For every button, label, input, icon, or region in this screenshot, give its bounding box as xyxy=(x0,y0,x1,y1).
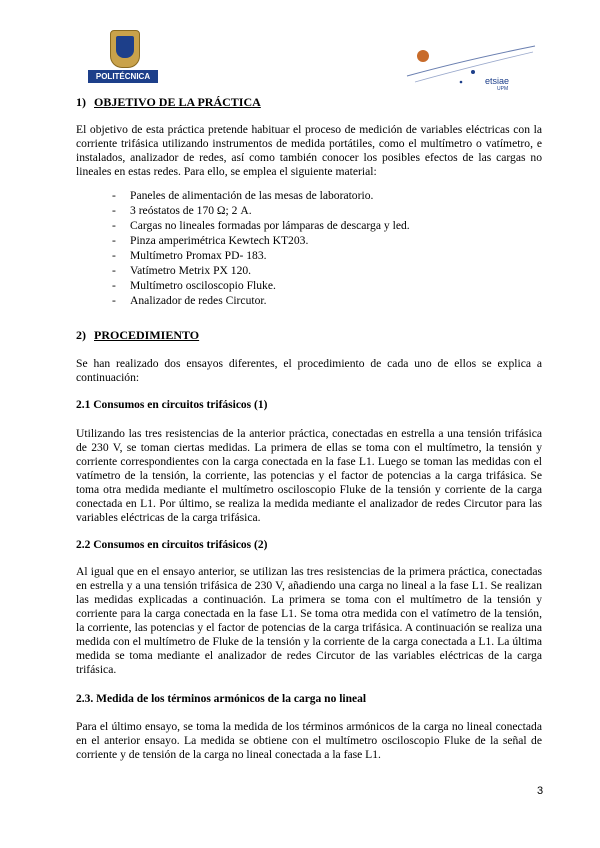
section2-title: PROCEDIMIENTO xyxy=(94,328,200,342)
etsiae-label: etsiae xyxy=(485,76,510,86)
subsection-2-2-text: Al igual que en el ensayo anterior, se utilizan las tres resistencias de la primera práctica, conectadas en estrella y a una tensión trifásica de 230 V, añadiendo una carga no lineal a la fase L1. Se realizan las medidas explicadas a continuación. La primera se toma con el multímetro de la tensión y corriente para la carga conectada en la fase L1. Se toma otra medida con el vatímetro de la tensión, la corriente, las potencias y el factor de potencias de la carga trifásica. A continuación se realiza una medida con el multímetro de Fluke de la tensión y la corriente de la carga conectada a L1. La última medida se toma mediante el analizador de redes Circutor de las variables eléctricas de la carga trifásica. xyxy=(76,565,542,676)
list-item: - 3 reóstatos de 170 Ω; 2 A. xyxy=(118,203,410,218)
etsiae-logo xyxy=(405,42,545,94)
politecnica-label: POLITÉCNICA xyxy=(88,70,158,83)
subsection-2-3-title: 2.3. Medida de los términos armónicos de la carga no lineal xyxy=(76,693,367,705)
section2-number: 2) xyxy=(76,328,86,342)
subsection-2-1-title: 2.1 Consumos en circuitos trifásicos (1) xyxy=(76,399,268,411)
list-item: - Vatímetro Metrix PX 120. xyxy=(118,263,410,278)
section2-intro: Se han realizado dos ensayos diferentes, el procedimiento de cada uno de ellos se explica a continuación: xyxy=(76,357,542,384)
subsection-2-1-text: Utilizando las tres resistencias de la anterior práctica, conectadas en estrella a una tensión trifásica de 230 V, se toman ciertas medidas. La primera de ellas se toma con el multímetro, la tensión y corriente correspondientes con la carga conectada en la fase L1. Luego se toman las medidas con el vatímetro de la tensión, la corriente, las potencias y el factor de potencias a la carga trifásica. Se toma otra medida mediante el multímetro osciloscopio Fluke de la tensión y corriente de la carga conectada en L1. Por último, se realiza la medida mediante el analizador de redes Circutor para las variables eléctricas de la carga trifásica. xyxy=(76,427,542,524)
politecnica-logo xyxy=(88,30,158,88)
list-item: - Pinza amperimétrica Kewtech KT203. xyxy=(118,233,410,248)
subsection-2-2-title: 2.2 Consumos en circuitos trifásicos (2) xyxy=(76,539,268,551)
section1-number: 1) xyxy=(76,95,86,109)
section1-heading xyxy=(76,95,261,110)
section1-title: OBJETIVO DE LA PRÁCTICA xyxy=(94,95,261,109)
list-item: - Paneles de alimentación de las mesas de laboratorio. xyxy=(118,188,410,203)
list-item: - Cargas no lineales formadas por lámparas de descarga y led. xyxy=(118,218,410,233)
etsiae-sub-label: UPM xyxy=(497,86,509,92)
page-number: 3 xyxy=(537,785,544,797)
list-item: - Multímetro osciloscopio Fluke. xyxy=(118,278,410,293)
materials-list xyxy=(118,188,410,308)
section1-paragraph: El objetivo de esta práctica pretende habituar el proceso de medición de variables eléctricas con la corriente trifásica utilizando instrumentos de medida portátiles, como el multímetro o vatímetro, e instalados, analizador de redes, así como también conocer los posibles efectos de las cargas no lineales en estas redes. Para ello, se emplea el siguiente material: xyxy=(76,123,542,178)
subsection-2-3-text: Para el último ensayo, se toma la medida de los términos armónicos de la carga no lineal conectada en el anterior ensayo. La medida se obtiene con el multímetro osciloscopio Fluke de la señal de corriente y de tensión de la carga no lineal conectada a la fase L1. xyxy=(76,720,542,761)
etsiae-swoosh-icon xyxy=(405,42,545,94)
section2-heading xyxy=(76,328,199,343)
list-item: - Multímetro Promax PD- 183. xyxy=(118,248,410,263)
upm-crest-icon xyxy=(110,30,140,68)
list-item: - Analizador de redes Circutor. xyxy=(118,293,410,308)
